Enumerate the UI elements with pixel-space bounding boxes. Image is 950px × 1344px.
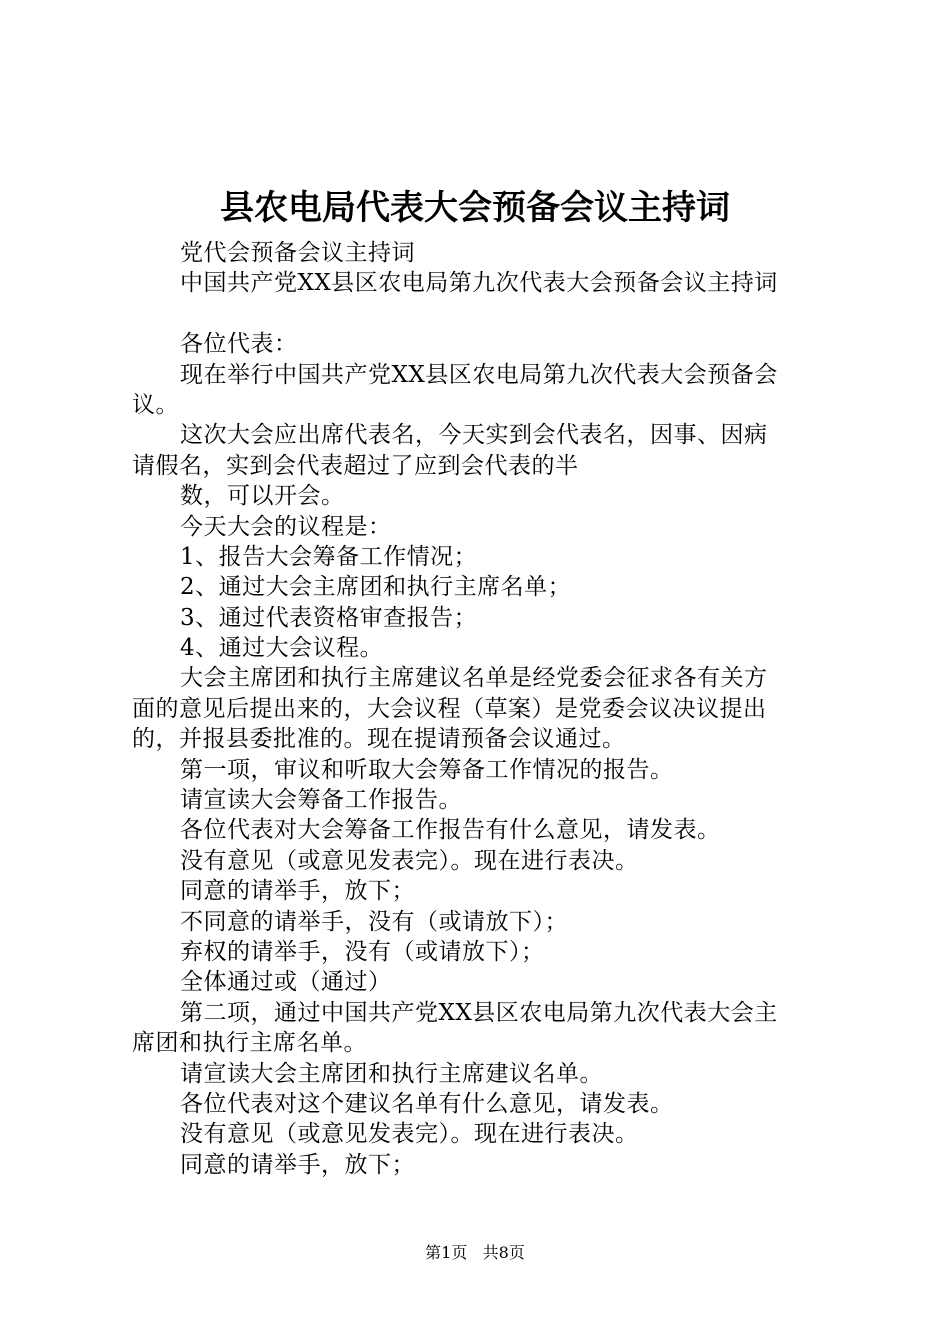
body-line: 面的意见后提出来的，大会议程（草案）是党委会议决议提出 <box>132 695 767 722</box>
body-line: 现在举行中国共产党XX县区农电局第九次代表大会预备会 <box>180 361 778 388</box>
body-line: 请假名，实到会代表超过了应到会代表的半 <box>132 452 579 479</box>
agenda-item: 4、通过大会议程。 <box>180 635 384 662</box>
body-line: 没有意见（或意见发表完）。现在进行表决。 <box>180 847 639 874</box>
footer-spacer <box>472 1243 477 1262</box>
agenda-item: 3、通过代表资格审查报告； <box>180 604 478 631</box>
body-line: 同意的请举手，放下； <box>180 878 415 905</box>
body-line: 数，可以开会。 <box>180 483 345 510</box>
body-line: 没有意见（或意见发表完）。现在进行表决。 <box>180 1121 639 1148</box>
body-line: 大会主席团和执行主席建议名单是经党委会征求各有关方 <box>180 665 768 692</box>
agenda-item: 1、报告大会筹备工作情况； <box>180 543 478 570</box>
body-line: 席团和执行主席名单。 <box>132 1030 367 1057</box>
body-line: 中国共产党XX县区农电局第九次代表大会预备会议主持词 <box>180 270 778 297</box>
blank-line <box>132 299 832 329</box>
body-line: 弃权的请举手，没有（或请放下）； <box>180 938 545 965</box>
body-line: 请宣读大会主席团和执行主席建议名单。 <box>180 1060 603 1087</box>
agenda-item: 2、通过大会主席团和执行主席名单； <box>180 574 572 601</box>
body-line: 议。 <box>132 391 179 418</box>
page-total: 共8页 <box>482 1243 525 1262</box>
body-line: 全体通过或（通过） <box>180 969 392 996</box>
page-number: 第1页 <box>425 1243 468 1262</box>
body-line: 不同意的请举手，没有（或请放下）； <box>180 908 568 935</box>
body-line: 同意的请举手，放下； <box>180 1151 415 1178</box>
body-line: 第二项，通过中国共产党XX县区农电局第九次代表大会主 <box>180 999 778 1026</box>
body-line: 请宣读大会筹备工作报告。 <box>180 787 462 814</box>
body-line: 这次大会应出席代表名，今天实到会代表名，因事、因病 <box>180 422 768 449</box>
body-line: 各位代表对这个建议名单有什么意见，请发表。 <box>180 1090 674 1117</box>
body-line: 的，并报县委批准的。现在提请预备会议通过。 <box>132 726 626 753</box>
page-footer <box>0 1241 950 1265</box>
body-line: 第一项，审议和听取大会筹备工作情况的报告。 <box>180 756 674 783</box>
body-line: 党代会预备会议主持词 <box>180 240 415 266</box>
body-line: 今天大会的议程是： <box>180 513 392 540</box>
body-line: 各位代表对大会筹备工作报告有什么意见，请发表。 <box>180 817 721 844</box>
document-body <box>132 238 832 1180</box>
document-title: 县农电局代表大会预备会议主持词 <box>220 188 730 228</box>
body-line: 各位代表： <box>180 331 298 358</box>
